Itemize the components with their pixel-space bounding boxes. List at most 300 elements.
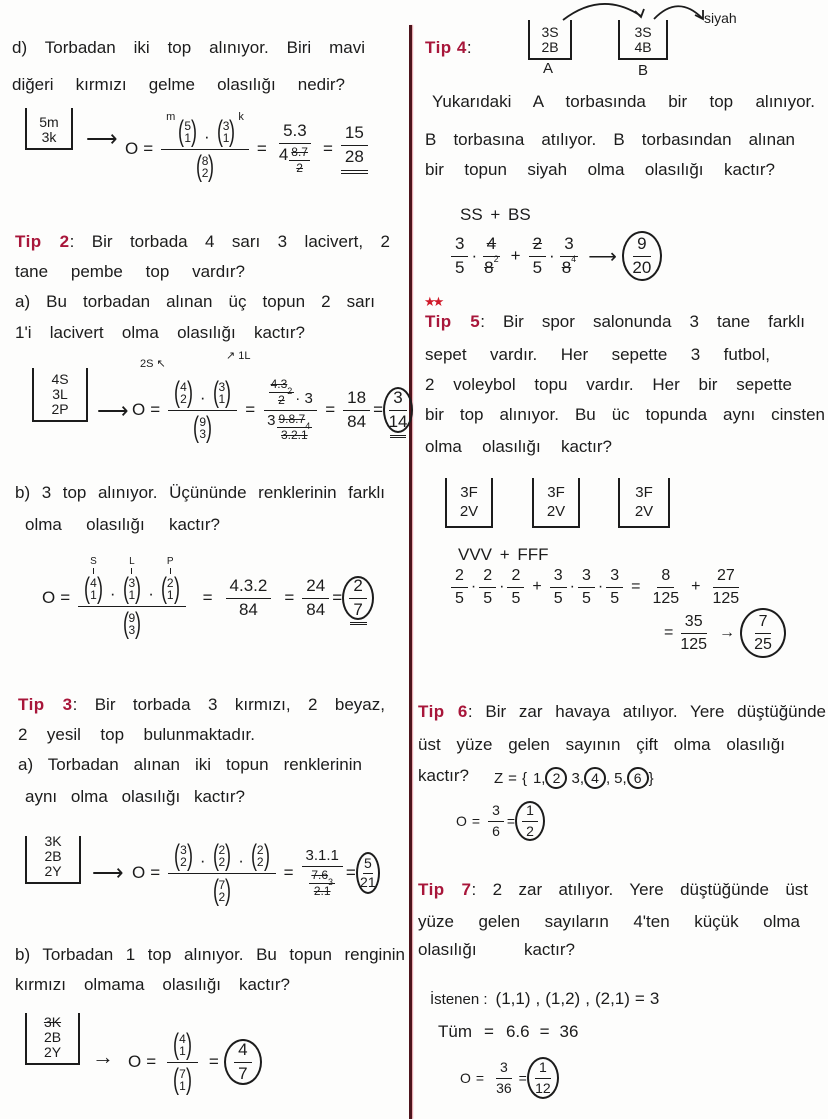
equals-sign: = [150, 400, 161, 419]
binom-n: ( 9 [199, 414, 207, 429]
numerator: 7 [755, 613, 772, 634]
bag-item: 2Y [44, 863, 62, 879]
factor: · 3 [295, 390, 313, 407]
comma: , [605, 769, 611, 787]
binom-n: ( 7 [218, 877, 226, 892]
bag-item: 2B [44, 848, 62, 864]
binomial-coefficient [211, 841, 234, 871]
sample-space [494, 765, 654, 791]
tip2-line-4: 1'i lacivert olma olasılığı kactır? [15, 323, 305, 342]
binomial-coefficient [172, 378, 195, 408]
question-text: Torbadan iki top alınıyor. Biri mavi [44, 38, 366, 57]
expanded-fraction [226, 577, 272, 619]
tip-text: Bir torbada 3 kırmızı, 2 beyaz, [94, 695, 385, 714]
tip4-line-1: Yukarıdaki A torbasında bir top alınıyor. [432, 92, 815, 111]
tip4-cases: SS + BS [460, 205, 531, 224]
partial-fraction [648, 567, 683, 607]
numerator: 2 [451, 567, 468, 588]
bag-item: 2B [541, 39, 559, 55]
equals-sign: = [508, 769, 517, 787]
circled-result [740, 608, 786, 658]
denominator [207, 874, 238, 906]
denominator: 5 [610, 589, 620, 607]
bag-item-crossed: 3K [43, 1014, 62, 1030]
basket-2 [532, 478, 580, 528]
binom-k: 1 [128, 588, 136, 602]
tip2-line-3: a) Bu torbadan alınan üç topun 2 sarı [15, 292, 375, 311]
binom-stack [129, 612, 136, 636]
result-fraction [341, 124, 368, 173]
numerator [161, 110, 249, 150]
denominator: 3.2.1 [281, 427, 308, 442]
numerator: 18 [343, 389, 370, 411]
tip-colon: : [480, 312, 485, 331]
dot-operator: · [499, 578, 505, 595]
plus-operator: + [532, 578, 542, 595]
tagged-binomial [159, 557, 182, 604]
tip2-line-1 [15, 231, 390, 253]
binomial-coefficient [211, 876, 234, 906]
outcome-pair: (1,1) [495, 989, 531, 1008]
binom-k: 1 [184, 130, 192, 145]
probability-symbol: O [460, 1070, 471, 1086]
denominator: 84 [306, 599, 326, 619]
tip-text: 2 zar atılıyor. Yere düştüğünde üst [492, 880, 808, 899]
numerator: 3.1.1 [302, 848, 343, 868]
all-expression: 6.6 [505, 1022, 530, 1041]
dot-operator: · [109, 584, 116, 604]
binom-n: ( 2 [218, 842, 226, 857]
tip5-line-5: olma olasılığı kactır? [425, 437, 612, 456]
numerator: 2 [479, 567, 496, 588]
set-name: Z [494, 769, 504, 787]
star-icon: ★★ [424, 294, 442, 309]
bag-item: 2P [51, 401, 69, 417]
set-item: 3 [571, 769, 580, 787]
probability-symbol: O [128, 1052, 142, 1071]
tip2-b-line-1: b) 3 top alınıyor. Üçününde renklerinin farklı [15, 483, 385, 502]
binom-k: 2 [256, 854, 264, 869]
bag-diagram [25, 833, 81, 884]
denominator: 2 [296, 161, 303, 176]
numerator: 15 [341, 124, 368, 146]
simplified-fraction [343, 389, 370, 431]
numerator [167, 1030, 198, 1063]
denominator [190, 150, 221, 182]
basket-item: 3F [547, 484, 565, 501]
basket-1 [445, 478, 493, 528]
denominator: 84 [347, 411, 367, 431]
numerator: 8 [657, 567, 674, 588]
equals-sign: = [506, 813, 516, 829]
cancelled-value: 7.6 [311, 868, 329, 883]
binom-stack [184, 120, 191, 144]
target-color-label: siyah [704, 10, 737, 26]
numerator [168, 841, 275, 874]
equals-sign: = [471, 813, 481, 829]
tip6-line-2: üst yüze gelen sayının çift olma olasılığı [418, 735, 785, 754]
numerator: 3 [606, 567, 623, 588]
all-outcomes [438, 1019, 578, 1045]
binom-k: 1 [166, 588, 174, 602]
binomial-coefficient [211, 378, 234, 408]
arrow-icon: ⟶ [97, 398, 129, 423]
tip-label: Tip 6 [418, 702, 468, 721]
equals-sign: = [283, 863, 294, 882]
numerator: 3 [578, 567, 595, 588]
numerator: 3 [560, 235, 577, 257]
result-fraction [349, 577, 366, 619]
close-brace: } [648, 769, 654, 787]
denominator: 5 [511, 589, 521, 607]
equals-sign: = [146, 1052, 157, 1071]
dot-operator: · [549, 246, 555, 265]
probability-symbol: O [132, 400, 146, 419]
equals-sign: = [208, 1052, 219, 1071]
question-label: d) [12, 38, 28, 57]
numerator: 2 [529, 235, 546, 257]
plus-operator: + [510, 246, 521, 265]
denominator: 125 [652, 589, 680, 607]
plus-operator: + [691, 578, 701, 595]
comma: , [535, 989, 541, 1008]
tip-colon: : [72, 695, 78, 714]
bag-item: 3L [52, 386, 68, 402]
numerator: 1 [522, 803, 538, 821]
binomial-coefficient [191, 413, 214, 443]
equals-sign: = [518, 1070, 527, 1086]
formula-tip5 [448, 562, 746, 612]
binom-n: ( 7 [179, 1066, 186, 1081]
numerator: 1 [535, 1060, 551, 1078]
probability-symbol: O [456, 813, 467, 829]
basket-3 [618, 478, 670, 528]
tip-text: Bir zar havaya atılıyor. Yere düştüğünde [485, 702, 826, 721]
tip-colon: : [69, 232, 75, 251]
cancel-remainder: 3 [267, 411, 276, 429]
wanted-count: 3 [649, 989, 660, 1008]
bag-a [528, 20, 572, 60]
term-fraction [558, 235, 580, 277]
bag-b-label: B [638, 62, 649, 79]
binom-n: ( 4 [180, 379, 187, 394]
binom-n: ( 3 [218, 379, 226, 394]
tip-colon: : [467, 702, 473, 721]
term-fraction [451, 235, 468, 277]
bag-diagram [32, 368, 88, 422]
equals-sign: = [332, 588, 343, 607]
question-d-line-2: diğeri kırmızı gelme olasılığı nedir? [12, 75, 345, 94]
binom-k: 1 [179, 1078, 186, 1093]
tip3-line-3: a) Torbadan alınan iki topun renklerinin [18, 755, 362, 774]
numerator: 7.6 3 [311, 868, 334, 888]
numerator [264, 378, 317, 410]
bag-item: 2B [43, 1029, 62, 1045]
binom-stack [219, 844, 226, 868]
dot-operator: · [238, 850, 244, 870]
equals-sign: = [475, 1070, 485, 1086]
denominator: 12 [535, 1079, 551, 1096]
numerator: 3 [496, 1060, 512, 1078]
equals-sign: = [143, 139, 154, 158]
basket-item: 2V [546, 503, 566, 520]
denominator: 5 [455, 589, 464, 607]
binom-n: ( 5 [184, 118, 192, 133]
binomial-coefficient [176, 117, 199, 147]
equals-sign: = [634, 989, 645, 1008]
tip5-cases: VVV + FFF [458, 545, 549, 564]
binom-stack [202, 155, 209, 179]
binom-k: 1 [179, 1043, 186, 1058]
equals-sign: = [539, 1022, 550, 1041]
bag-item: 5m [39, 114, 59, 130]
equals-sign: = [373, 400, 384, 419]
probability-fraction [488, 803, 504, 839]
dot-operator: · [199, 387, 206, 407]
denominator [263, 411, 317, 442]
term-fraction [480, 235, 502, 277]
binom-stack [180, 844, 187, 868]
numerator [168, 378, 237, 411]
outcome-pair: (1,2) [545, 989, 581, 1008]
binom-k: 2 [201, 165, 209, 180]
tip-text: Bir torbada 4 sarı 3 lacivert, 2 [91, 232, 391, 251]
combination-fraction [167, 1030, 198, 1095]
binom-n: ( 2 [256, 842, 264, 857]
arrow-icon: ⟶ [588, 245, 617, 268]
tip3-line-1 [18, 694, 385, 716]
binomial-coefficient [171, 1065, 194, 1095]
formula-tip2-b [42, 552, 374, 644]
numerator: 3 [550, 567, 567, 588]
numerator: 2 [507, 567, 524, 588]
tip3-line-2: 2 yesil top bulunmaktadır. [18, 725, 255, 744]
tip7-line-2: yüze gelen sayıların 4'ten küçük olma [418, 912, 800, 931]
formula-tip6 [456, 798, 545, 844]
comma: , [585, 989, 590, 1008]
sum-fraction [676, 613, 711, 653]
annotation-1l: ↗ 1L [226, 350, 251, 362]
denominator: 2.1 [313, 884, 331, 899]
tip-label: Tip 2 [15, 232, 70, 251]
equals-sign: = [202, 588, 213, 607]
combination-fraction [168, 378, 237, 443]
formula-tip3-b [128, 1022, 262, 1102]
bag-diagram [25, 1013, 80, 1065]
binomial-coefficient [171, 1030, 194, 1060]
circled-result [515, 801, 545, 841]
equals-sign: = [484, 1022, 494, 1041]
expanded-fraction [275, 122, 315, 175]
denominator: 7 [353, 599, 363, 619]
wanted-outcomes [430, 986, 659, 1012]
denominator: 20 [632, 257, 652, 277]
dot-operator: · [470, 578, 477, 595]
term-fraction [451, 567, 468, 607]
binomial-coefficient [82, 574, 105, 604]
binomial-coefficient [215, 117, 238, 147]
numerator: 24 [302, 577, 329, 599]
tip6-line-3: kactır? [418, 766, 470, 785]
combination-fraction [168, 841, 275, 906]
denominator: 125 [680, 635, 708, 653]
cancelled-value: 4.3 [270, 377, 288, 392]
result-fraction [750, 613, 776, 653]
tip-label: Tip 4 [425, 38, 467, 57]
set-item-circled: 4 [584, 767, 606, 789]
tagged-binomial [82, 557, 105, 604]
combination-fraction [161, 110, 249, 182]
term-fraction [550, 567, 567, 607]
set-item: 1 [532, 769, 542, 787]
equals-sign: = [284, 588, 295, 607]
binom-k: 2 [218, 889, 226, 904]
set-item: 5 [614, 769, 623, 787]
dot-operator: · [569, 578, 575, 595]
binom-stack [219, 381, 226, 405]
numerator: 9 [633, 235, 650, 257]
tip-label: Tip 3 [18, 695, 73, 714]
all-value: 36 [559, 1022, 579, 1041]
denominator: 7 [238, 1063, 248, 1083]
basket-item: 3F [635, 484, 653, 501]
probability-symbol: O [42, 588, 56, 607]
binom-k: 2 [180, 391, 187, 406]
inner-fraction [289, 146, 310, 175]
denominator [304, 867, 340, 898]
tip2-b-line-2: olma olasılığı kactır? [25, 515, 220, 534]
comma: , [541, 769, 546, 787]
annotation-2s: 2S ↖ [140, 358, 166, 370]
result-fraction [522, 803, 538, 839]
circled-result [342, 576, 374, 620]
binom-n: ( 4 [90, 576, 97, 590]
binom-k: 1 [90, 588, 97, 602]
result-fraction [359, 856, 377, 890]
binom-stack [219, 879, 226, 903]
binom-n: ( 3 [128, 576, 136, 590]
circled-result [224, 1039, 262, 1085]
tip2-line-2: tane pembe top vardır? [15, 262, 245, 281]
binom-n: ( 3 [222, 118, 230, 133]
probability-symbol: O [132, 863, 146, 882]
cancelled-value: 9.8.7 [278, 411, 306, 426]
tip5-line-1 [425, 311, 805, 333]
numerator: 4 [234, 1041, 251, 1063]
binomial-coefficient [121, 609, 144, 639]
binom-n: ( 3 [180, 842, 187, 857]
formula-tip7 [460, 1055, 559, 1101]
binom-stack [257, 844, 264, 868]
denominator: 21 [360, 873, 376, 890]
tip-text: Bir spor salonunda 3 tane farklı [503, 312, 805, 331]
color-tag: P [167, 557, 174, 574]
binom-k: 3 [128, 623, 136, 637]
denominator: 5 [553, 589, 563, 607]
term-fraction [606, 567, 623, 607]
denominator: 14 [388, 411, 408, 431]
numerator: 2 [349, 577, 366, 599]
color-tag: k [238, 110, 244, 123]
denominator: 25 [754, 635, 772, 653]
equals-sign: = [631, 578, 641, 595]
cancelled-value: 8 [484, 257, 494, 277]
binom-n: ( 2 [166, 576, 174, 590]
tip-colon: : [471, 880, 477, 899]
denominator: 2 [526, 822, 534, 839]
binom-stack [179, 1033, 186, 1057]
numerator: 3 [389, 389, 406, 411]
denominator: 5 [581, 589, 591, 607]
color-tag: L [129, 557, 135, 574]
binomial-coefficient [194, 152, 217, 182]
tip4-line-2: B torbasına atılıyor. B torbasından alınan [425, 130, 795, 149]
denominator [275, 144, 315, 175]
denominator: 8 2 [484, 253, 499, 277]
numerator: 4 [483, 235, 500, 257]
color-tag: S [90, 557, 97, 574]
denominator: 36 [496, 1079, 512, 1096]
bag-b [618, 20, 668, 60]
tip4-header [425, 37, 505, 59]
tip-colon: : [466, 38, 472, 57]
denominator [117, 607, 148, 639]
probability-symbol: O [125, 139, 139, 158]
denominator: 125 [712, 589, 740, 607]
inner-fraction [309, 869, 335, 898]
expanded-fraction [302, 848, 343, 899]
denominator [167, 1063, 198, 1095]
comma: , [622, 769, 627, 787]
simplified-fraction [302, 577, 329, 619]
arrow-icon: → [719, 624, 736, 641]
binom-k: 2 [218, 854, 226, 869]
partial-fraction [708, 567, 743, 607]
bag-item: 3K [44, 833, 62, 849]
numerator: 4.3.2 [226, 577, 272, 599]
equals-sign: = [150, 863, 161, 882]
term-fraction [479, 567, 496, 607]
tagged-binomial [121, 557, 144, 604]
circled-result [527, 1057, 559, 1099]
probability-fraction [492, 1060, 516, 1096]
binom-k: 2 [180, 854, 187, 869]
equals-sign: = [245, 400, 256, 419]
comma: , [579, 769, 584, 787]
cancel-remainder: 4 [278, 145, 289, 165]
denominator: 8 4 [561, 253, 577, 277]
dot-operator: · [597, 578, 604, 595]
formula-tip3-a [132, 833, 380, 913]
open-brace: { [521, 769, 527, 787]
column-divider [409, 25, 412, 1119]
dot-operator: · [148, 584, 154, 604]
denominator: 5 [483, 589, 493, 607]
formula-tip5-result [664, 606, 786, 660]
color-tag: m [166, 110, 176, 123]
denominator: 5 [455, 257, 465, 277]
binom-stack [129, 577, 136, 601]
set-item-circled: 2 [545, 767, 567, 789]
binomial-coefficient [172, 841, 195, 871]
binom-n: ( 4 [179, 1031, 186, 1046]
denominator: 2 [278, 393, 285, 408]
question-d-line-1 [12, 37, 365, 59]
dot-operator: · [471, 246, 478, 265]
numerator: 5 [363, 856, 373, 873]
denominator: 6 [492, 822, 500, 839]
bag-item: 3S [541, 24, 559, 40]
